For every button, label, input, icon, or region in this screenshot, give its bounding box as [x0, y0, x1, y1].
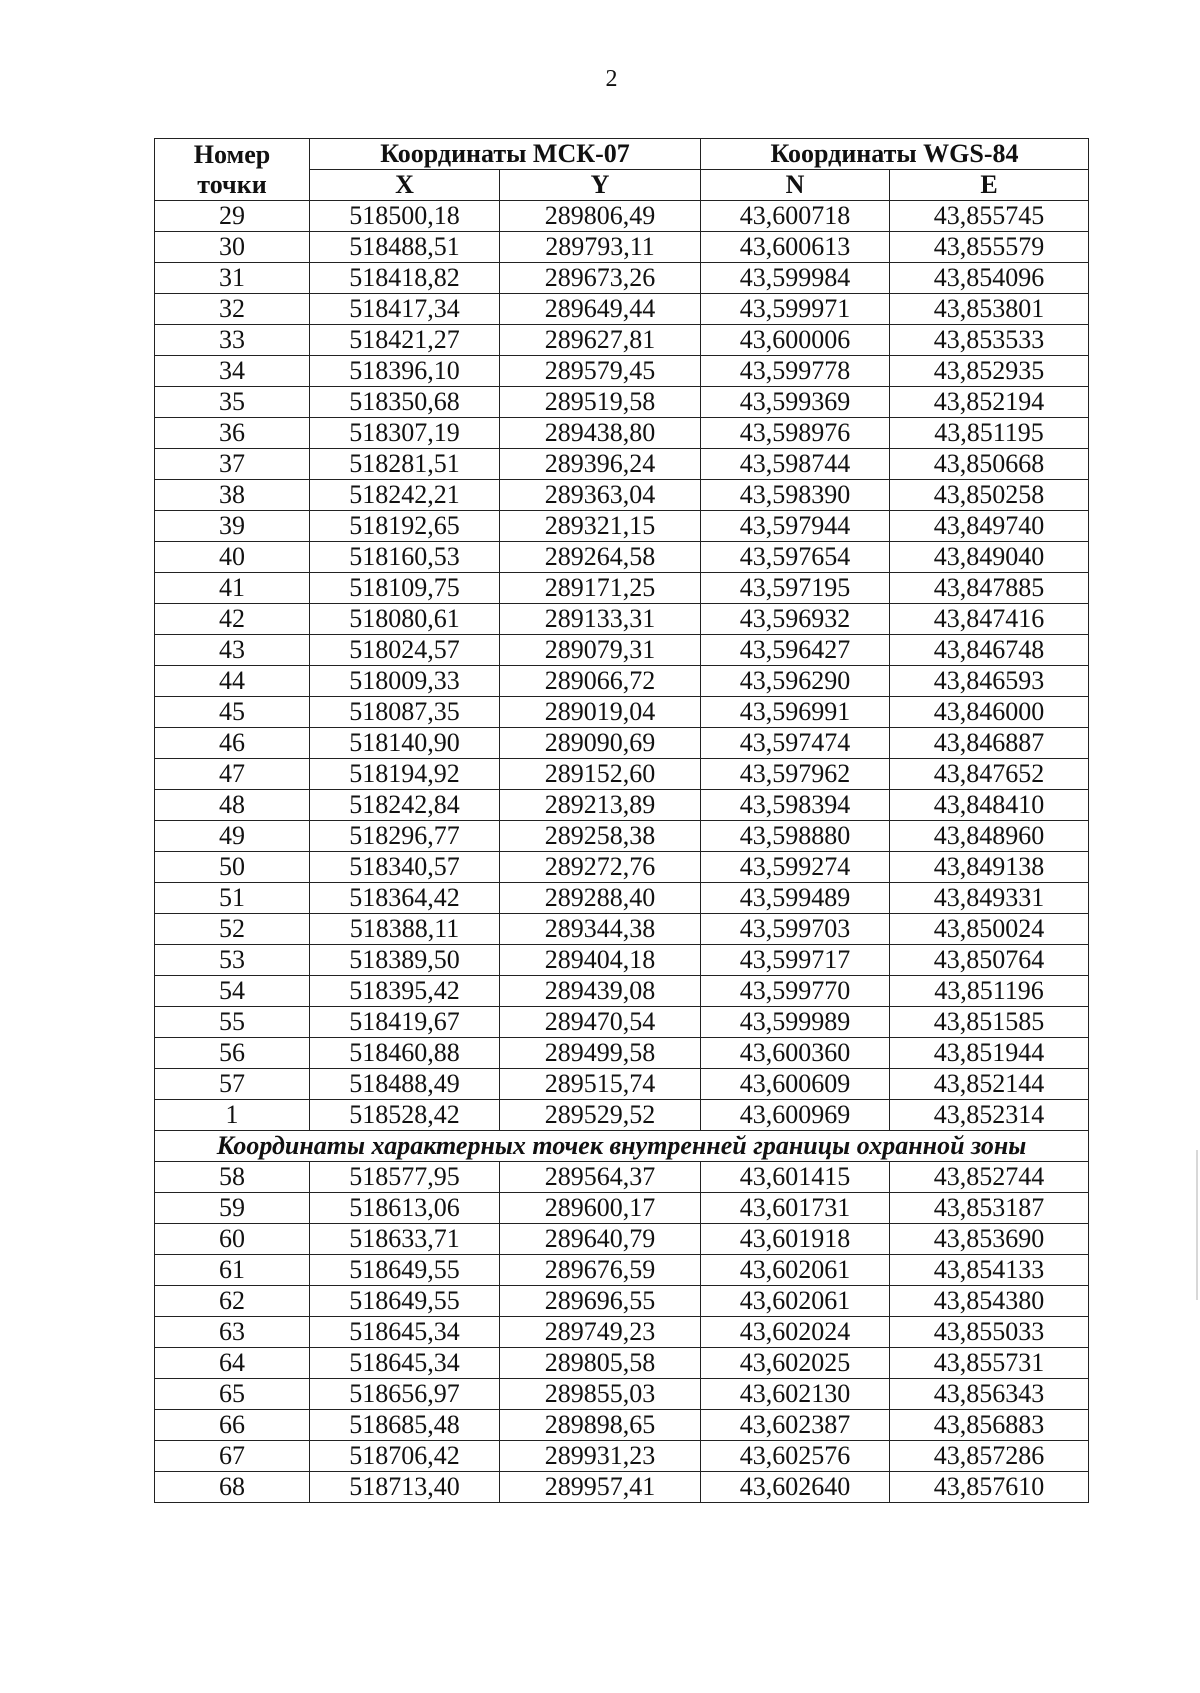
cell-x: 518685,48 [310, 1410, 500, 1441]
cell-y: 289529,52 [500, 1100, 701, 1131]
cell-x: 518396,10 [310, 356, 500, 387]
cell-y: 289470,54 [500, 1007, 701, 1038]
cell-y: 289673,26 [500, 263, 701, 294]
cell-y: 289515,74 [500, 1069, 701, 1100]
cell-point: 58 [155, 1162, 310, 1193]
table-row [155, 573, 1089, 604]
cell-x: 518080,61 [310, 604, 500, 635]
section-row [155, 1131, 1089, 1162]
cell-x: 518649,55 [310, 1255, 500, 1286]
cell-point: 46 [155, 728, 310, 759]
cell-x: 518577,95 [310, 1162, 500, 1193]
cell-n: 43,602061 [701, 1286, 890, 1317]
cell-point: 59 [155, 1193, 310, 1224]
section-title: Координаты характерных точек внутренней границы охранной зоны [155, 1131, 1089, 1162]
cell-y: 289519,58 [500, 387, 701, 418]
table-row [155, 294, 1089, 325]
cell-x: 518024,57 [310, 635, 500, 666]
cell-n: 43,596427 [701, 635, 890, 666]
cell-point: 44 [155, 666, 310, 697]
cell-x: 518140,90 [310, 728, 500, 759]
cell-point: 29 [155, 201, 310, 232]
table-row [155, 1379, 1089, 1410]
cell-e: 43,850668 [890, 449, 1089, 480]
cell-y: 289079,31 [500, 635, 701, 666]
cell-x: 518418,82 [310, 263, 500, 294]
cell-x: 518645,34 [310, 1317, 500, 1348]
table-row [155, 201, 1089, 232]
cell-n: 43,598744 [701, 449, 890, 480]
table-row [155, 1162, 1089, 1193]
table-row [155, 263, 1089, 294]
table-row [155, 449, 1089, 480]
cell-y: 289793,11 [500, 232, 701, 263]
cell-point: 47 [155, 759, 310, 790]
cell-e: 43,854380 [890, 1286, 1089, 1317]
cell-point: 52 [155, 914, 310, 945]
cell-n: 43,601731 [701, 1193, 890, 1224]
cell-e: 43,854096 [890, 263, 1089, 294]
cell-x: 518109,75 [310, 573, 500, 604]
cell-n: 43,599778 [701, 356, 890, 387]
cell-y: 289805,58 [500, 1348, 701, 1379]
cell-e: 43,855579 [890, 232, 1089, 263]
cell-n: 43,596991 [701, 697, 890, 728]
cell-n: 43,599717 [701, 945, 890, 976]
cell-x: 518395,42 [310, 976, 500, 1007]
cell-y: 289855,03 [500, 1379, 701, 1410]
table-row [155, 728, 1089, 759]
cell-x: 518488,51 [310, 232, 500, 263]
cell-y: 289404,18 [500, 945, 701, 976]
table-row [155, 387, 1089, 418]
cell-n: 43,598976 [701, 418, 890, 449]
table-row [155, 790, 1089, 821]
cell-x: 518192,65 [310, 511, 500, 542]
cell-y: 289272,76 [500, 852, 701, 883]
table-row [155, 945, 1089, 976]
cell-n: 43,597944 [701, 511, 890, 542]
cell-x: 518242,21 [310, 480, 500, 511]
cell-e: 43,852314 [890, 1100, 1089, 1131]
cell-n: 43,600718 [701, 201, 890, 232]
table-row [155, 1472, 1089, 1503]
cell-n: 43,597654 [701, 542, 890, 573]
cell-point: 48 [155, 790, 310, 821]
cell-x: 518307,19 [310, 418, 500, 449]
cell-n: 43,600006 [701, 325, 890, 356]
header-col-n: N [701, 170, 890, 201]
cell-x: 518417,34 [310, 294, 500, 325]
cell-y: 289627,81 [500, 325, 701, 356]
table-row [155, 1193, 1089, 1224]
header-col-e: E [890, 170, 1089, 201]
cell-e: 43,848410 [890, 790, 1089, 821]
table-row [155, 1224, 1089, 1255]
cell-x: 518706,42 [310, 1441, 500, 1472]
cell-point: 36 [155, 418, 310, 449]
cell-e: 43,855731 [890, 1348, 1089, 1379]
cell-e: 43,851196 [890, 976, 1089, 1007]
cell-n: 43,601415 [701, 1162, 890, 1193]
table-row [155, 232, 1089, 263]
cell-y: 289564,37 [500, 1162, 701, 1193]
cell-point: 41 [155, 573, 310, 604]
cell-e: 43,847885 [890, 573, 1089, 604]
cell-n: 43,597474 [701, 728, 890, 759]
table-row [155, 1348, 1089, 1379]
cell-n: 43,599770 [701, 976, 890, 1007]
table-row [155, 1317, 1089, 1348]
coordinates-table [154, 138, 1089, 1503]
header-row-top [155, 139, 1089, 170]
cell-e: 43,855033 [890, 1317, 1089, 1348]
cell-n: 43,596932 [701, 604, 890, 635]
cell-y: 289396,24 [500, 449, 701, 480]
cell-point: 32 [155, 294, 310, 325]
header-col-y: Y [500, 170, 701, 201]
cell-y: 289600,17 [500, 1193, 701, 1224]
cell-x: 518160,53 [310, 542, 500, 573]
cell-n: 43,598394 [701, 790, 890, 821]
cell-x: 518009,33 [310, 666, 500, 697]
table-row [155, 1286, 1089, 1317]
cell-y: 289439,08 [500, 976, 701, 1007]
table-row [155, 1100, 1089, 1131]
cell-e: 43,853801 [890, 294, 1089, 325]
cell-e: 43,846887 [890, 728, 1089, 759]
cell-point: 65 [155, 1379, 310, 1410]
cell-n: 43,602061 [701, 1255, 890, 1286]
cell-point: 57 [155, 1069, 310, 1100]
cell-point: 64 [155, 1348, 310, 1379]
cell-x: 518649,55 [310, 1286, 500, 1317]
cell-e: 43,846000 [890, 697, 1089, 728]
cell-n: 43,597195 [701, 573, 890, 604]
cell-n: 43,599369 [701, 387, 890, 418]
cell-point: 53 [155, 945, 310, 976]
cell-e: 43,849740 [890, 511, 1089, 542]
cell-y: 289321,15 [500, 511, 701, 542]
cell-y: 289152,60 [500, 759, 701, 790]
cell-x: 518242,84 [310, 790, 500, 821]
cell-point: 56 [155, 1038, 310, 1069]
table-row [155, 976, 1089, 1007]
table-row [155, 883, 1089, 914]
cell-e: 43,857610 [890, 1472, 1089, 1503]
header-wgs: Координаты WGS-84 [701, 139, 1089, 170]
cell-e: 43,850024 [890, 914, 1089, 945]
cell-x: 518350,68 [310, 387, 500, 418]
table-row [155, 356, 1089, 387]
cell-y: 289579,45 [500, 356, 701, 387]
cell-x: 518296,77 [310, 821, 500, 852]
cell-y: 289133,31 [500, 604, 701, 635]
cell-y: 289066,72 [500, 666, 701, 697]
cell-n: 43,602640 [701, 1472, 890, 1503]
cell-x: 518528,42 [310, 1100, 500, 1131]
cell-n: 43,598880 [701, 821, 890, 852]
cell-y: 289649,44 [500, 294, 701, 325]
cell-y: 289019,04 [500, 697, 701, 728]
cell-e: 43,849040 [890, 542, 1089, 573]
table-row [155, 852, 1089, 883]
cell-point: 51 [155, 883, 310, 914]
cell-point: 66 [155, 1410, 310, 1441]
cell-y: 289288,40 [500, 883, 701, 914]
table-row [155, 418, 1089, 449]
cell-point: 37 [155, 449, 310, 480]
table-row [155, 821, 1089, 852]
cell-point: 55 [155, 1007, 310, 1038]
cell-y: 289696,55 [500, 1286, 701, 1317]
cell-y: 289438,80 [500, 418, 701, 449]
cell-y: 289806,49 [500, 201, 701, 232]
cell-n: 43,598390 [701, 480, 890, 511]
cell-x: 518656,97 [310, 1379, 500, 1410]
cell-e: 43,846748 [890, 635, 1089, 666]
cell-n: 43,599274 [701, 852, 890, 883]
cell-n: 43,601918 [701, 1224, 890, 1255]
cell-point: 67 [155, 1441, 310, 1472]
cell-e: 43,848960 [890, 821, 1089, 852]
cell-x: 518087,35 [310, 697, 500, 728]
cell-y: 289931,23 [500, 1441, 701, 1472]
cell-x: 518421,27 [310, 325, 500, 356]
cell-e: 43,849331 [890, 883, 1089, 914]
cell-x: 518500,18 [310, 201, 500, 232]
cell-e: 43,857286 [890, 1441, 1089, 1472]
header-point-number-line1: Номер [193, 139, 271, 169]
cell-e: 43,855745 [890, 201, 1089, 232]
cell-point: 42 [155, 604, 310, 635]
cell-e: 43,847652 [890, 759, 1089, 790]
cell-x: 518419,67 [310, 1007, 500, 1038]
cell-y: 289363,04 [500, 480, 701, 511]
cell-x: 518194,92 [310, 759, 500, 790]
cell-point: 45 [155, 697, 310, 728]
cell-point: 54 [155, 976, 310, 1007]
table-row [155, 480, 1089, 511]
cell-x: 518633,71 [310, 1224, 500, 1255]
cell-n: 43,602130 [701, 1379, 890, 1410]
cell-y: 289090,69 [500, 728, 701, 759]
cell-y: 289258,38 [500, 821, 701, 852]
table-row [155, 1255, 1089, 1286]
cell-e: 43,853533 [890, 325, 1089, 356]
table-row [155, 604, 1089, 635]
outer-boundary-rows [155, 201, 1089, 1131]
page-number: 2 [605, 66, 618, 92]
table-row [155, 1410, 1089, 1441]
table-row [155, 759, 1089, 790]
cell-point: 34 [155, 356, 310, 387]
table-row [155, 1038, 1089, 1069]
header-col-x: X [310, 170, 500, 201]
cell-n: 43,597962 [701, 759, 890, 790]
cell-e: 43,853690 [890, 1224, 1089, 1255]
section-divider [155, 1131, 1089, 1162]
cell-e: 43,850258 [890, 480, 1089, 511]
table-row [155, 635, 1089, 666]
cell-n: 43,600969 [701, 1100, 890, 1131]
cell-n: 43,602576 [701, 1441, 890, 1472]
cell-y: 289676,59 [500, 1255, 701, 1286]
cell-x: 518488,49 [310, 1069, 500, 1100]
cell-point: 40 [155, 542, 310, 573]
scan-edge-mark [1196, 1150, 1198, 1300]
cell-e: 43,854133 [890, 1255, 1089, 1286]
cell-e: 43,847416 [890, 604, 1089, 635]
cell-y: 289640,79 [500, 1224, 701, 1255]
cell-n: 43,600609 [701, 1069, 890, 1100]
cell-x: 518645,34 [310, 1348, 500, 1379]
cell-n: 43,599984 [701, 263, 890, 294]
cell-point: 63 [155, 1317, 310, 1348]
header-point-number-line2: точки [197, 169, 267, 199]
cell-point: 33 [155, 325, 310, 356]
cell-point: 31 [155, 263, 310, 294]
cell-n: 43,599489 [701, 883, 890, 914]
cell-n: 43,602387 [701, 1410, 890, 1441]
cell-e: 43,852194 [890, 387, 1089, 418]
table-row [155, 1441, 1089, 1472]
cell-n: 43,602025 [701, 1348, 890, 1379]
cell-point: 61 [155, 1255, 310, 1286]
cell-n: 43,599971 [701, 294, 890, 325]
cell-y: 289264,58 [500, 542, 701, 573]
cell-x: 518389,50 [310, 945, 500, 976]
cell-x: 518613,06 [310, 1193, 500, 1224]
cell-point: 39 [155, 511, 310, 542]
cell-point: 38 [155, 480, 310, 511]
cell-n: 43,602024 [701, 1317, 890, 1348]
cell-point: 43 [155, 635, 310, 666]
cell-x: 518713,40 [310, 1472, 500, 1503]
cell-point: 35 [155, 387, 310, 418]
cell-e: 43,852744 [890, 1162, 1089, 1193]
cell-e: 43,851585 [890, 1007, 1089, 1038]
cell-point: 1 [155, 1100, 310, 1131]
table-row [155, 325, 1089, 356]
cell-point: 30 [155, 232, 310, 263]
cell-e: 43,853187 [890, 1193, 1089, 1224]
cell-point: 49 [155, 821, 310, 852]
table-row [155, 1007, 1089, 1038]
cell-y: 289749,23 [500, 1317, 701, 1348]
cell-n: 43,596290 [701, 666, 890, 697]
cell-n: 43,600613 [701, 232, 890, 263]
cell-x: 518340,57 [310, 852, 500, 883]
cell-point: 68 [155, 1472, 310, 1503]
table-row [155, 697, 1089, 728]
cell-point: 62 [155, 1286, 310, 1317]
header-point-number [155, 139, 310, 201]
cell-e: 43,849138 [890, 852, 1089, 883]
table-row [155, 511, 1089, 542]
cell-e: 43,851944 [890, 1038, 1089, 1069]
table-header [155, 139, 1089, 201]
table-row [155, 914, 1089, 945]
cell-n: 43,600360 [701, 1038, 890, 1069]
cell-point: 60 [155, 1224, 310, 1255]
cell-n: 43,599703 [701, 914, 890, 945]
table-row [155, 666, 1089, 697]
cell-e: 43,851195 [890, 418, 1089, 449]
cell-y: 289213,89 [500, 790, 701, 821]
cell-point: 50 [155, 852, 310, 883]
cell-n: 43,599989 [701, 1007, 890, 1038]
cell-e: 43,856883 [890, 1410, 1089, 1441]
cell-y: 289171,25 [500, 573, 701, 604]
inner-boundary-rows [155, 1162, 1089, 1503]
table-row [155, 1069, 1089, 1100]
cell-e: 43,852144 [890, 1069, 1089, 1100]
cell-e: 43,856343 [890, 1379, 1089, 1410]
table-row [155, 542, 1089, 573]
cell-y: 289499,58 [500, 1038, 701, 1069]
cell-x: 518388,11 [310, 914, 500, 945]
cell-e: 43,852935 [890, 356, 1089, 387]
cell-e: 43,846593 [890, 666, 1089, 697]
cell-x: 518460,88 [310, 1038, 500, 1069]
cell-e: 43,850764 [890, 945, 1089, 976]
cell-y: 289898,65 [500, 1410, 701, 1441]
header-msk: Координаты МСК-07 [310, 139, 701, 170]
cell-x: 518364,42 [310, 883, 500, 914]
cell-y: 289957,41 [500, 1472, 701, 1503]
cell-x: 518281,51 [310, 449, 500, 480]
cell-y: 289344,38 [500, 914, 701, 945]
